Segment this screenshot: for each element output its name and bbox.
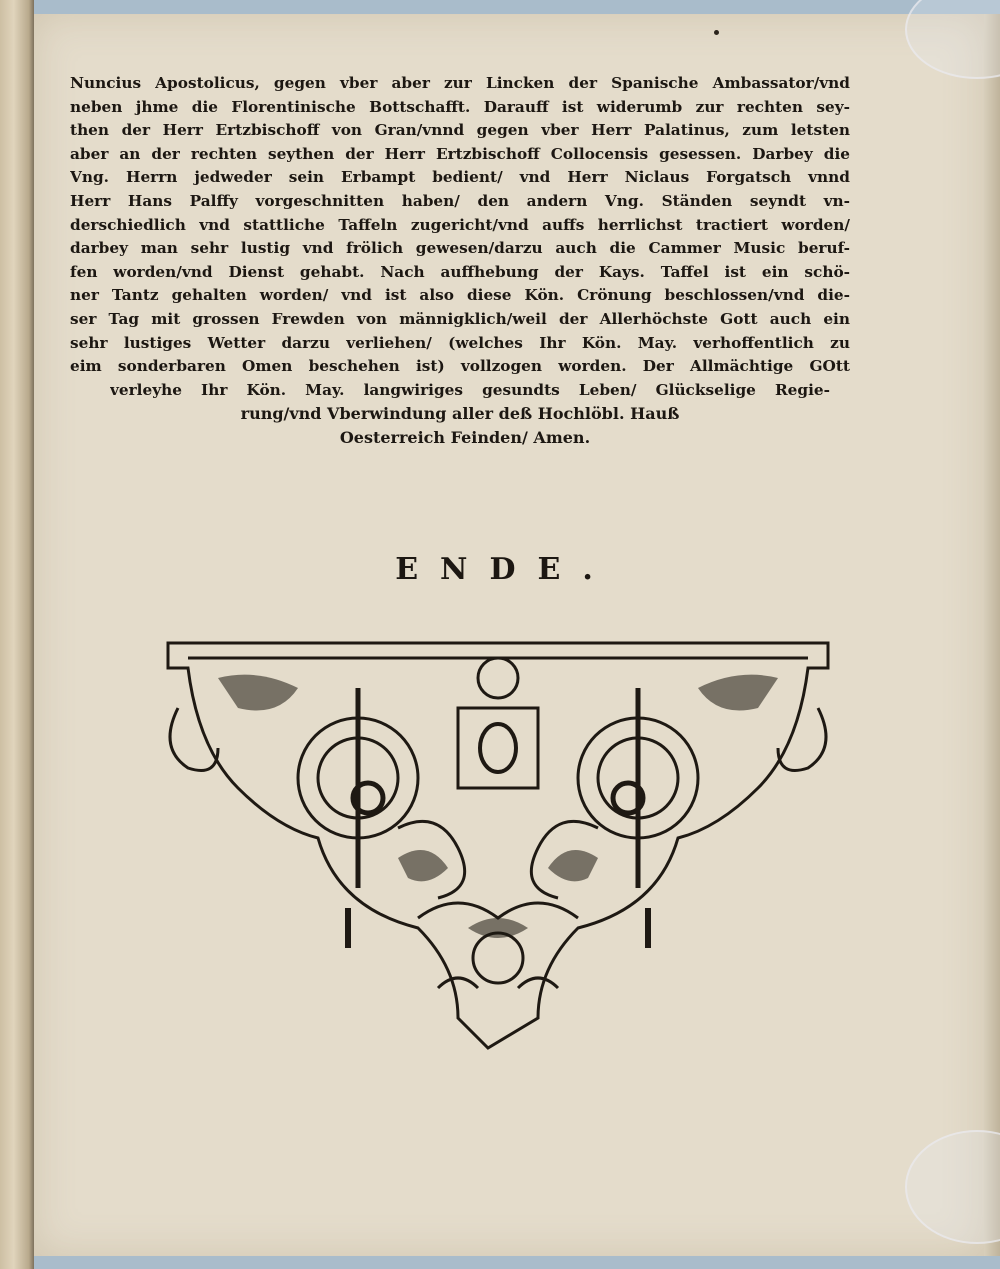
ende-heading: ENDE. <box>395 552 615 587</box>
page-edge <box>984 14 1000 1256</box>
text-line: aber an der rechten seythen der Herr Ertzbischoff Collocensis gesessen. Darbey die <box>70 144 850 163</box>
text-line: then der Herr Ertzbischoff von Gran/vnnd gegen vber Herr Palatinus, zum letsten <box>70 121 850 140</box>
text-line: rung/vnd Vberwindung aller deß Hochlöbl. Hauß <box>240 404 680 424</box>
text-line: darbey man sehr lustig vnd frölich gewesen/darzu auch die Cammer Music beruf- <box>70 239 850 258</box>
text-line: fen worden/vnd Dienst gehabt. Nach auffhebung der Kays. Taffel ist ein schö- <box>70 262 850 281</box>
text-line: ner Tantz gehalten worden/ vnd ist also diese Kön. Crönung beschlossen/vnd die- <box>70 286 850 305</box>
body-text <box>70 72 850 450</box>
text-line: Herr Hans Palffy vorgeschnitten haben/ den andern Vng. Ständen seyndt vn- <box>70 191 850 210</box>
text-line: derschiedlich vnd stattliche Taffeln zugericht/vnd auffs herrlichst tractiert worden/ <box>70 215 850 234</box>
text-line: Vng. Herrn jedweder sein Erbampt bedient/ vnd Herr Niclaus Forgatsch vnnd <box>70 168 850 187</box>
text-line: Oesterreich Feinden/ Amen. <box>339 427 591 447</box>
text-line: neben jhme die Florentinische Bottschafft. Darauff ist widerumb zur rechten sey- <box>70 97 850 116</box>
text-line: verleyhe Ihr Kön. May. langwiriges gesundts Leben/ Glückselige Regie- <box>110 380 830 399</box>
ink-speck <box>714 30 719 35</box>
woodcut-ornament <box>158 628 838 1058</box>
text-line: sehr lustiges Wetter darzu verliehen/ (welches Ihr Kön. May. verhoffentlich zu <box>70 333 850 352</box>
book-spine <box>0 0 34 1269</box>
text-line: Nuncius Apostolicus, gegen vber aber zur Lincken der Spanische Ambassator/vnd <box>70 74 850 92</box>
text-line: eim sonderbaren Omen beschehen ist) vollzogen worden. Der Allmächtige GOtt <box>70 357 850 376</box>
text-line: ser Tag mit grossen Frewden von männigklich/weil der Allerhöchste Gott auch ein <box>70 309 850 328</box>
